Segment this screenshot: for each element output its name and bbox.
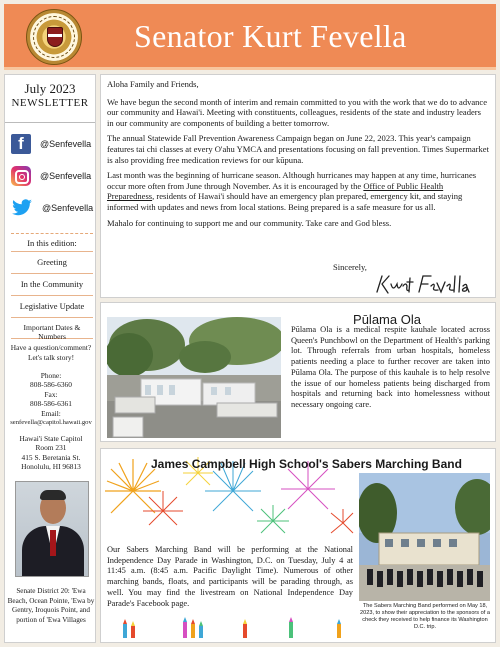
letter-closing: Sincerely, bbox=[333, 262, 367, 272]
fax-label: Fax: bbox=[44, 390, 58, 399]
newsletter-label: NEWSLETTER bbox=[11, 97, 89, 109]
address-line: Honolulu, HI 96813 bbox=[21, 462, 81, 471]
letter-paragraph: We have begun the second month of interim and remain committed to you with the work that we do to advance our community and Hawai'i. Meeting with constituents, colleagues, residents of the state and industry leaders in our community are components of building a better tomorrow. bbox=[107, 96, 488, 128]
letter-paragraph: Mahalo for continuing to support me and our community. Take care and God bless. bbox=[107, 217, 392, 228]
senator-photo bbox=[15, 481, 89, 577]
seal-shield-icon bbox=[47, 27, 63, 47]
social-instagram[interactable] bbox=[11, 163, 95, 189]
twitter-icon bbox=[11, 199, 33, 217]
address-line: Hawai'i State Capitol bbox=[19, 434, 83, 443]
marching-band-photo-illustration bbox=[359, 473, 490, 601]
fax-number: 808-586-6361 bbox=[30, 399, 72, 408]
rockets-illustration bbox=[103, 614, 355, 642]
newsletter-header bbox=[4, 4, 496, 70]
greeting-letter bbox=[100, 74, 496, 298]
state-seal-logo bbox=[26, 9, 82, 65]
marching-band-section bbox=[100, 448, 496, 643]
letter-paragraph bbox=[107, 170, 489, 212]
health-preparedness-link[interactable]: Office of Public Health Preparedness bbox=[107, 180, 444, 202]
social-handle[interactable]: @Senfevella bbox=[42, 203, 94, 213]
edition-item[interactable]: Greeting bbox=[11, 251, 93, 273]
email-label: Email: bbox=[41, 409, 61, 418]
pulama-ola-body: Pūlama Ola is a medical respite kauhale located across Queen's Punchbowl on the Department of Health's parking lot. Through referrals from urban hospitals, homeless patients needing a place to further recover are taken into Pūlama Ola. The purpose of this kauhale is to help resolve the issue of our homeless patients being discharged from hospitals and returning back into homelessness without necessary ongoing care. bbox=[291, 325, 490, 409]
band-body: Our Sabers Marching Band will be performing at the National Independence Day Parade in Washington, D.C. on Tuesday, July 4 at 11:45 a.m. (8:45 a.m. Pacific Daylight Time). Numerous of other marching bands, floats, and participants will be parading through, as well. You may find the livestream on National Independence Day Parade's Facebook page. bbox=[107, 545, 353, 608]
social-twitter[interactable] bbox=[11, 195, 95, 221]
pulama-ola-photo bbox=[107, 317, 281, 438]
band-title: James Campbell High School's Sabers Marching Band bbox=[151, 457, 462, 471]
social-facebook[interactable] bbox=[11, 131, 95, 157]
address-line: Room 231 bbox=[35, 443, 67, 452]
social-handle[interactable]: @Senfevella bbox=[40, 171, 92, 181]
pulama-ola-section bbox=[100, 302, 496, 442]
sidebar bbox=[4, 74, 96, 643]
newsletter-month: July 2023 bbox=[24, 81, 76, 96]
email-link[interactable]: senfevella@capitol.hawaii.gov bbox=[10, 419, 92, 426]
page-title: Senator Kurt Fevella bbox=[134, 18, 407, 54]
portrait-hair bbox=[40, 490, 66, 500]
newsletter-badge bbox=[5, 75, 95, 123]
edition-item[interactable]: Legislative Update bbox=[11, 295, 93, 317]
phone-label: Phone: bbox=[40, 371, 62, 380]
district-description: Senate District 20: 'Ewa Beach, Ocean Pointe, 'Ewa by Gentry, Iroquois Point, and portion of 'Ewa Villages bbox=[7, 587, 95, 624]
signature-drawing bbox=[373, 272, 483, 298]
letter-greeting: Aloha Family and Friends, bbox=[107, 79, 199, 89]
letter-paragraph: The annual Statewide Fall Prevention Awareness Campaign began on June 22, 2023. This year's campaign features tai chi classes at every O'ahu YMCA and presentations focusing on fall prevention. Times Supermarket is also providing free medication reviews for our kūpuna. bbox=[107, 133, 489, 165]
band-photo bbox=[359, 473, 490, 601]
letter-text: , residents of Hawai'i should have an emergency plan prepared, emergency kit, and staying informed with updates and news from local stations. Being prepared is a safe measure for us all. bbox=[107, 191, 463, 212]
portrait-tie bbox=[50, 530, 56, 556]
contact-question: Have a question/comment? Let's talk story! bbox=[10, 343, 92, 362]
signature bbox=[373, 272, 483, 303]
instagram-icon bbox=[11, 166, 31, 186]
phone-number[interactable]: 808-586-6360 bbox=[30, 380, 72, 389]
pulama-ola-title: Pūlama Ola bbox=[353, 312, 421, 327]
facebook-icon: f bbox=[11, 134, 31, 154]
edition-heading: In this edition: bbox=[11, 233, 93, 248]
edition-item[interactable]: In the Community bbox=[11, 273, 93, 295]
kauhale-photo-illustration bbox=[107, 317, 281, 438]
address-line: 415 S. Beretania St. bbox=[21, 453, 81, 462]
letter-text: Last month was the beginning of hurricane season. Although hurricanes may happen at any time, hurricanes occur more often from June through November. As it is encouraged by the bbox=[107, 170, 477, 191]
social-handle[interactable]: @Senfevella bbox=[40, 139, 92, 149]
band-photo-caption: The Sabers Marching Band performed on May 18, 2023, to show their appreciation to the sponsors of a check they received to help finance its Washington D.C. trip. bbox=[360, 603, 490, 631]
edition-item[interactable]: Important Dates & Numbers bbox=[11, 317, 93, 339]
